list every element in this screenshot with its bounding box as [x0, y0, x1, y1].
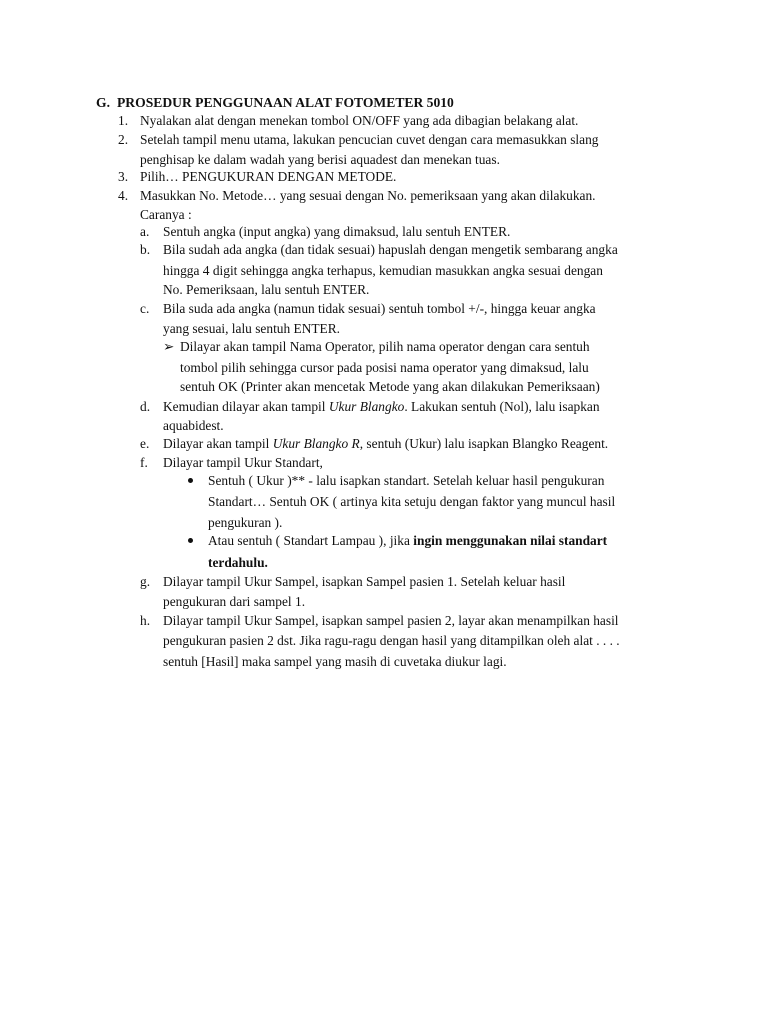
substep-text-part: Dilayar akan tampil — [163, 436, 273, 451]
substep-text: Dilayar tampil Ukur Standart, — [163, 455, 323, 470]
section-title: PROSEDUR PENGGUNAAN ALAT FOTOMETER 5010 — [117, 95, 454, 110]
substep-letter: b. — [140, 242, 151, 257]
arrow-bullet-text: Dilayar akan tampil Nama Operator, pilih nama operator dengan cara sentuh — [180, 339, 590, 354]
substep-text: pengukuran dari sampel 1. — [163, 594, 306, 609]
bullet-text: pengukuran ). — [208, 515, 283, 530]
step-text: Masukkan No. Metode… yang sesuai dengan No. pemeriksaan yang akan dilakukan. — [140, 188, 596, 203]
substep-letter: d. — [140, 399, 151, 414]
arrow-bullet-icon: ➢ — [163, 339, 175, 354]
step-text: Setelah tampil menu utama, lakukan pencucian cuvet dengan cara memasukkan slang — [140, 132, 599, 147]
substep-text: Dilayar tampil Ukur Sampel, isapkan sampel pasien 2, layar akan menampilkan hasil — [163, 613, 619, 628]
substep-letter: g. — [140, 574, 151, 589]
substep-text: Dilayar tampil Ukur Sampel, isapkan Sampel pasien 1. Setelah keluar hasil — [163, 574, 566, 589]
step-number: 3. — [118, 169, 129, 184]
substep-text: sentuh [Hasil] maka sampel yang masih di cuvetaka diukur lagi. — [163, 654, 507, 669]
substep-letter: h. — [140, 613, 151, 628]
substep-text: aquabidest. — [163, 418, 224, 433]
substep-text: yang sesuai, lalu sentuh ENTER. — [163, 321, 341, 336]
substep-text — [163, 434, 608, 454]
step-number: 4. — [118, 188, 129, 203]
substep-text: pengukuran pasien 2 dst. Jika ragu-ragu dengan hasil yang ditampilkan oleh alat . . . . — [163, 633, 620, 648]
bullet-text-part: Atau sentuh ( Standart Lampau ), jika — [208, 533, 414, 548]
substep-text-part: . Lakukan sentuh (Nol), lalu isapkan — [404, 399, 600, 414]
bullet-text: Standart… Sentuh OK ( artinya kita setuju dengan faktor yang muncul hasil — [208, 494, 616, 509]
screen-name-emphasis: Ukur Blangko — [328, 399, 405, 414]
substep-text: hingga 4 digit sehingga angka terhapus, kemudian masukkan angka sesuai dengan — [163, 263, 603, 278]
section-letter: G. — [96, 95, 110, 110]
step-text: Caranya : — [140, 207, 192, 222]
substep-letter: e. — [140, 436, 150, 451]
substep-text-part: Kemudian dilayar akan tampil — [163, 399, 329, 414]
bold-emphasis: terdahulu. — [208, 555, 268, 570]
bold-emphasis: ingin menggunakan nilai standart — [413, 533, 608, 548]
screen-name-emphasis: Ukur Blangko R — [272, 436, 360, 451]
step-text: Nyalakan alat dengan menekan tombol ON/OFF yang ada dibagian belakang alat. — [140, 113, 579, 128]
substep-letter: f. — [140, 455, 148, 470]
arrow-bullet-text: sentuh OK (Printer akan mencetak Metode yang akan dilakukan Pemeriksaan) — [180, 379, 600, 394]
substep-letter: c. — [140, 301, 150, 316]
substep-text: No. Pemeriksaan, lalu sentuh ENTER. — [163, 282, 370, 297]
substep-letter: a. — [140, 224, 150, 239]
substep-text: Bila suda ada angka (namun tidak sesuai) sentuh tombol +/-, hingga keuar angka — [163, 301, 596, 316]
substep-text-part: , sentuh (Ukur) lalu isapkan Blangko Reagent. — [359, 436, 609, 451]
step-number: 1. — [118, 113, 129, 128]
step-text: Pilih… PENGUKURAN DENGAN METODE. — [140, 169, 397, 184]
bullet-dot-icon — [188, 478, 193, 483]
step-number: 2. — [118, 132, 129, 147]
substep-text: Bila sudah ada angka (dan tidak sesuai) hapuslah dengan mengetik sembarang angka — [163, 242, 618, 257]
substep-text — [163, 397, 600, 417]
bullet-text — [208, 531, 607, 551]
step-text: penghisap ke dalam wadah yang berisi aquadest dan menekan tuas. — [140, 152, 500, 167]
bullet-dot-icon — [188, 538, 193, 543]
arrow-bullet-text: tombol pilih sehingga cursor pada posisi nama operator yang dimaksud, lalu — [180, 360, 589, 375]
substep-text: Sentuh angka (input angka) yang dimaksud, lalu sentuh ENTER. — [163, 224, 511, 239]
bullet-text: Sentuh ( Ukur )** - lalu isapkan standart. Setelah keluar hasil pengukuran — [208, 473, 605, 488]
